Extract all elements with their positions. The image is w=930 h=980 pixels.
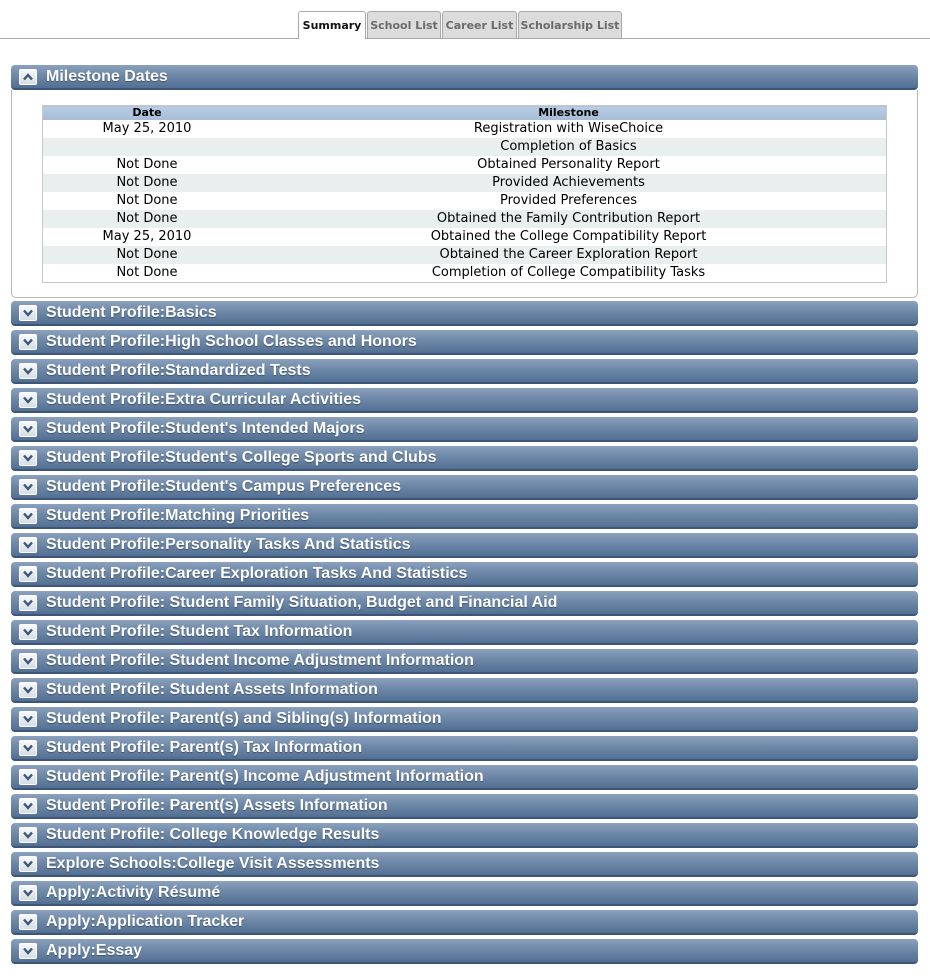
section-panel-title: Student Profile:Extra Curricular Activities <box>46 391 362 408</box>
expand-icon[interactable] <box>19 566 37 582</box>
milestone-dates-title: Milestone Dates <box>46 68 168 85</box>
expand-icon[interactable] <box>19 711 37 727</box>
table-row <box>43 228 887 246</box>
section-panel-title: Student Profile: Student Income Adjustment Information <box>46 652 474 669</box>
section-panel-title: Explore Schools:College Visit Assessments <box>46 855 380 872</box>
milestone-name: Obtained Personality Report <box>477 157 660 172</box>
section-panel-header[interactable] <box>11 765 918 790</box>
section-panel-header[interactable] <box>11 388 918 413</box>
section-panel-header[interactable] <box>11 852 918 877</box>
tab-career-list[interactable]: Career List <box>442 11 517 38</box>
expand-icon[interactable] <box>19 769 37 785</box>
section-panel-header[interactable] <box>11 649 918 674</box>
milestone-date: May 25, 2010 <box>102 229 192 244</box>
section-panel-title: Student Profile: Parent(s) Income Adjustment Information <box>46 768 484 785</box>
expand-icon[interactable] <box>19 537 37 553</box>
expand-icon[interactable] <box>19 508 37 524</box>
section-panel-header[interactable] <box>11 330 918 355</box>
expand-icon[interactable] <box>19 914 37 930</box>
milestone-date: May 25, 2010 <box>102 121 192 136</box>
column-header-date: Date <box>43 106 252 121</box>
milestone-name: Completion of College Compatibility Tasks <box>431 265 706 280</box>
milestone-date: Not Done <box>43 210 252 228</box>
tab-summary[interactable]: Summary <box>298 11 366 39</box>
expand-icon[interactable] <box>19 595 37 611</box>
table-row <box>43 246 887 264</box>
table-header-row <box>43 106 887 121</box>
expand-icon[interactable] <box>19 653 37 669</box>
milestone-date: Not Done <box>43 174 252 192</box>
tab-scholarship-list[interactable]: Scholarship List <box>518 11 622 38</box>
expand-icon[interactable] <box>19 740 37 756</box>
section-panel-title: Student Profile:High School Classes and Honors <box>46 333 417 350</box>
milestone-name: Obtained the College Compatibility Report <box>430 229 707 244</box>
section-panel-title: Student Profile:Student's College Sports and Clubs <box>46 449 437 466</box>
milestone-table <box>42 105 887 283</box>
expand-icon[interactable] <box>19 798 37 814</box>
section-panel-header[interactable] <box>11 881 918 906</box>
expand-icon[interactable] <box>19 624 37 640</box>
milestone-date <box>43 138 252 156</box>
section-panel-header[interactable] <box>11 620 918 645</box>
section-panel-title: Student Profile: Student Assets Information <box>46 681 378 698</box>
section-panel-header[interactable] <box>11 504 918 529</box>
section-panel-title: Student Profile:Basics <box>46 304 217 321</box>
expand-icon[interactable] <box>19 450 37 466</box>
milestone-date: Not Done <box>116 193 178 208</box>
expand-icon[interactable] <box>19 856 37 872</box>
section-panel-title: Student Profile:Standardized Tests <box>46 362 311 379</box>
section-panel-title: Apply:Activity Résumé <box>46 884 221 901</box>
section-panel-header[interactable] <box>11 823 918 848</box>
expand-icon[interactable] <box>19 334 37 350</box>
expand-icon[interactable] <box>19 885 37 901</box>
tab-bar <box>0 11 930 39</box>
section-panel-title: Apply:Essay <box>46 942 143 959</box>
table-row <box>43 174 887 192</box>
section-panel-header[interactable] <box>11 736 918 761</box>
table-row <box>43 264 887 283</box>
section-panel-header[interactable] <box>11 794 918 819</box>
milestone-date: Not Done <box>43 246 252 264</box>
section-panel-title: Student Profile: Student Tax Information <box>46 623 353 640</box>
section-panel-header[interactable] <box>11 678 918 703</box>
section-panel-title: Student Profile:Student's Intended Majors <box>46 420 365 437</box>
section-panel-title: Student Profile:Personality Tasks And Statistics <box>46 536 411 553</box>
section-panel-title: Student Profile: Parent(s) Tax Information <box>46 739 363 756</box>
expand-icon[interactable] <box>19 943 37 959</box>
milestone-date: Not Done <box>116 265 178 280</box>
expand-icon[interactable] <box>19 392 37 408</box>
milestone-dates-header[interactable] <box>11 65 918 90</box>
table-row <box>43 138 887 156</box>
expand-icon[interactable] <box>19 479 37 495</box>
milestone-name: Obtained the Family Contribution Report <box>251 210 887 228</box>
expand-icon[interactable] <box>19 682 37 698</box>
section-panel-title: Student Profile: Parent(s) Assets Information <box>46 797 388 814</box>
milestone-name: Completion of Basics <box>251 138 887 156</box>
milestone-name: Provided Preferences <box>499 193 638 208</box>
expand-icon[interactable] <box>19 827 37 843</box>
milestone-date: Not Done <box>116 157 178 172</box>
milestone-dates-body <box>11 90 918 298</box>
section-panel-header[interactable] <box>11 591 918 616</box>
milestone-name: Obtained the Career Exploration Report <box>251 246 887 264</box>
section-panel-header[interactable] <box>11 707 918 732</box>
section-panel-title: Student Profile: Student Family Situation, Budget and Financial Aid <box>46 594 558 611</box>
section-panel-header[interactable] <box>11 417 918 442</box>
expand-icon[interactable] <box>19 421 37 437</box>
expand-icon[interactable] <box>19 363 37 379</box>
section-panel-title: Student Profile:Matching Priorities <box>46 507 310 524</box>
milestone-name: Registration with WiseChoice <box>473 121 664 136</box>
column-header-milestone: Milestone <box>251 106 887 121</box>
section-panel-title: Student Profile:Career Exploration Tasks And Statistics <box>46 565 468 582</box>
section-panel-header[interactable] <box>11 446 918 471</box>
tab-school-list[interactable]: School List <box>367 11 441 38</box>
section-panel-title: Apply:Application Tracker <box>46 913 245 930</box>
section-panel-title: Student Profile:Student's Campus Preferences <box>46 478 401 495</box>
section-panel-header[interactable] <box>11 562 918 587</box>
section-panel-header[interactable] <box>11 939 918 964</box>
collapse-icon[interactable] <box>19 69 37 85</box>
section-panel-title: Student Profile: College Knowledge Results <box>46 826 380 843</box>
table-row <box>43 120 887 138</box>
section-panel-header[interactable] <box>11 910 918 935</box>
section-panel-header[interactable] <box>11 359 918 384</box>
table-row <box>43 156 887 174</box>
section-panel-header[interactable] <box>11 533 918 558</box>
expand-icon[interactable] <box>19 305 37 321</box>
table-row <box>43 192 887 210</box>
section-panel-header[interactable] <box>11 301 918 326</box>
section-panel-header[interactable] <box>11 475 918 500</box>
section-panel-title: Student Profile: Parent(s) and Sibling(s) Information <box>46 710 442 727</box>
table-row <box>43 210 887 228</box>
milestone-name: Provided Achievements <box>251 174 887 192</box>
